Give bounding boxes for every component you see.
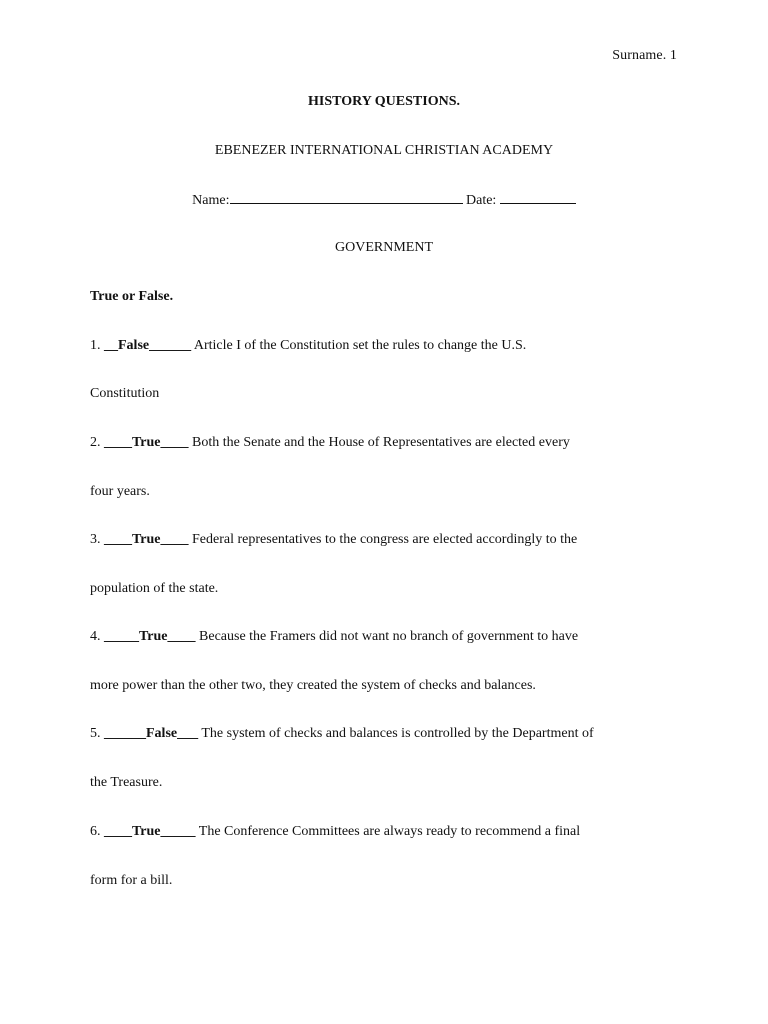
answer-blank-tail: _____: [160, 824, 196, 839]
question-text: The Conference Committees are always ready to recommend a final: [198, 824, 581, 839]
answer-blank-tail: ___: [177, 726, 199, 741]
question-6: [90, 824, 580, 840]
answer-blank-tail: ______: [149, 338, 192, 353]
answer-value: False: [118, 338, 150, 353]
question-6-continuation: form for a bill.: [90, 873, 173, 888]
answer-value: True: [132, 824, 161, 839]
question-2: [90, 435, 570, 451]
answer-blank-lead: ____: [104, 824, 132, 839]
question-number: 5.: [90, 726, 101, 741]
answer-blank-lead: ______: [104, 726, 146, 741]
question-text: The system of checks and balances is controlled by the Department of: [201, 726, 594, 741]
question-5-continuation: the Treasure.: [90, 775, 163, 790]
answer-blank-lead: ____: [104, 435, 132, 450]
question-number: 1.: [90, 338, 101, 353]
question-2-continuation: four years.: [90, 484, 150, 499]
date-label: Date:: [466, 193, 497, 208]
answer-value: True: [132, 532, 161, 547]
name-blank: [230, 191, 463, 204]
date-blank: [500, 191, 576, 204]
answer-blank-tail: ____: [160, 532, 189, 547]
answer-blank-tail: ____: [160, 435, 189, 450]
question-number: 3.: [90, 532, 101, 547]
name-date-line: [0, 191, 768, 209]
answer-blank-lead: _____: [104, 629, 139, 644]
answer-value: False: [146, 726, 178, 741]
answer-value: True: [132, 435, 161, 450]
answer-blank-lead: ____: [104, 532, 132, 547]
part-title: True or False.: [90, 289, 174, 304]
question-4: [90, 629, 578, 645]
question-3-continuation: population of the state.: [90, 581, 219, 596]
section-title: GOVERNMENT: [335, 240, 433, 255]
answer-blank-lead: __: [104, 338, 118, 353]
question-4-continuation: more power than the other two, they created the system of checks and balances.: [90, 678, 536, 693]
question-number: 6.: [90, 824, 101, 839]
question-text: Federal representatives to the congress are elected accordingly to the: [192, 532, 578, 547]
question-number: 2.: [90, 435, 101, 450]
school-name: EBENEZER INTERNATIONAL CHRISTIAN ACADEMY: [214, 143, 554, 158]
name-label: Name:: [192, 193, 230, 208]
question-3: [90, 532, 577, 548]
answer-blank-tail: ____: [167, 629, 196, 644]
question-5: [90, 726, 594, 742]
question-1: [90, 338, 526, 354]
question-text: Because the Framers did not want no branch of government to have: [199, 629, 579, 644]
question-text: Article I of the Constitution set the rules to change the U.S.: [193, 338, 527, 353]
question-1-continuation: Constitution: [90, 386, 160, 401]
question-number: 4.: [90, 629, 101, 644]
running-head: Surname. 1: [612, 48, 677, 63]
document-title: HISTORY QUESTIONS.: [307, 94, 460, 109]
answer-value: True: [139, 629, 168, 644]
question-text: Both the Senate and the House of Representatives are elected every: [192, 435, 570, 450]
